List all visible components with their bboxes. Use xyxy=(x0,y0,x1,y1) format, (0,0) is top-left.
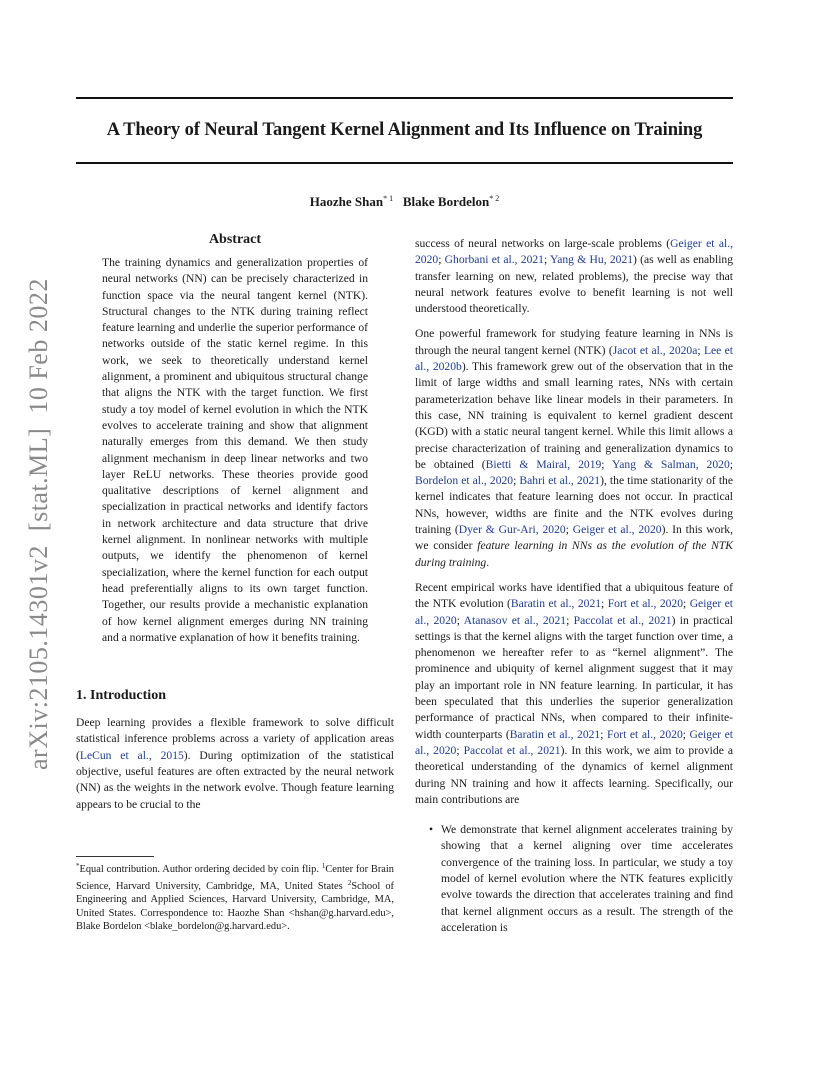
body-paragraph: Recent empirical works have identified that a ubiquitous feature of the NTK evolution (Baratin et al., 2021; Fort et al., 2020; Geiger et al., 2020; Atanasov et al., 2021; Paccolat et al., 2021) in practical settings is that the kernel aligns with the target function over time, a phenomenon we hereafter refer to as “kernel alignment”. The prominence and ubiquity of kernel alignment suggest that it may play an important role in NN feature learning. In particular, it has been speculated that this underlies the superior generalization performance of practical NNs, when compared to their infinite-width counterparts (Baratin et al., 2021; Fort et al., 2020; Geiger et al., 2020; Paccolat et al., 2021). In this work, we aim to provide a theoretical understanding of the dynamics of kernel alignment during NN training and how it affects learning. Specifically, our main contributions are xyxy=(415,580,734,806)
emphasis-text: feature learning in NNs as the evolution of the NTK during training xyxy=(415,539,733,569)
citation-link[interactable]: Jacot et al., 2020a xyxy=(612,343,698,357)
citation-link[interactable]: Bietti & Mairal, 2019 xyxy=(485,457,602,471)
citation-link[interactable]: Ghorbani et al., 2021 xyxy=(444,253,544,267)
footnote: *Equal contribution. Author ordering decided by coin flip. $^1$Center for Brain Science, Harvard University, Cambridge, MA, United States $^2$School of Engineering and Applied Sciences, Harvard University, Cambridge, MA, United States. Correspondence to: Haozhe Shan <hshan@g.harvard.edu>, Blake Bordelon <blake_bordelon@g.harvard.edu>. xyxy=(76,862,394,933)
arxiv-identifier-stamp xyxy=(24,270,54,770)
left-column xyxy=(76,230,394,813)
author-affiliation-marks: * 2 xyxy=(489,194,500,203)
abstract-body: The training dynamics and generalization properties of neural networks (NN) can be precisely characterized in function space via the neural tangent kernel (NTK). Structural changes to the NTK during training reflect feature learning and underlie the superior performance of networks outside of the static kernel regime. In this work, we seek to theoretically understand kernel alignment, a prominent and ubiquitous structural change that aligns the NTK with the target function. We first study a toy model of kernel evolution in which the NTK evolves to accelerate training and show that alignment naturally emerges from this demand. We then study alignment mechanism in deep linear networks and two layer ReLU networks. These theories provide good qualitative descriptions of kernel alignment and specialization in practical networks and identify factors in network architecture and data structure that drive kernel alignment. In nonlinear networks with multiple outputs, we identify the phenomenon of kernel specialization, where the kernel function for each output head preferentially aligns to its own target function. Together, our results provide a mechanistic explanation of how kernel alignment emerges during NN training and a normative explanation of how it benefits training. xyxy=(102,256,368,644)
arxiv-date: 10 Feb 2022 xyxy=(24,278,53,414)
citation-link[interactable]: Yang & Hu, 2021 xyxy=(550,253,634,267)
contributions-list xyxy=(415,822,733,936)
footnote-mark: 1 xyxy=(321,862,326,870)
title-rule-bottom xyxy=(76,162,733,164)
list-item xyxy=(415,822,733,936)
citation-link[interactable]: Baratin et al., 2021 xyxy=(510,597,602,611)
citation-link[interactable]: Bahri et al., 2021 xyxy=(519,474,601,488)
footnote-rule xyxy=(76,856,154,857)
arxiv-id: arXiv:2105.14301v2 xyxy=(24,545,53,770)
arxiv-category: [stat.ML] xyxy=(24,427,53,532)
footnote-mark: 2 xyxy=(347,878,352,887)
body-paragraph: success of neural networks on large-scale problems (Geiger et al., 2020; Ghorbani et al., 2021; Yang & Hu, 2021) (as well as enabling transfer learning on new, related problems), the precise way that neural network features evolve to benefit learning is not well understood theoretically. xyxy=(415,237,734,316)
citation-link[interactable]: Geiger et al., 2020 xyxy=(415,237,733,267)
citation-link[interactable]: Geiger et al., 2020 xyxy=(572,523,662,537)
right-column xyxy=(415,236,733,936)
citation-link[interactable]: Bordelon et al., 2020 xyxy=(415,474,514,488)
citation-link[interactable]: LeCun et al., 2015 xyxy=(79,748,184,762)
introduction-heading: 1. Introduction xyxy=(76,688,166,704)
citation-link[interactable]: Atanasov et al., 2021 xyxy=(463,613,567,627)
citation-link[interactable]: Fort et al., 2020 xyxy=(607,597,684,611)
citation-link[interactable]: Paccolat et al., 2021 xyxy=(573,613,672,627)
footnote-mark: * xyxy=(76,862,80,870)
citation-link[interactable]: Baratin et al., 2021 xyxy=(509,727,601,741)
introduction-paragraph: Deep learning provides a flexible framework to solve difficult statistical inference problems across a variety of application areas (LeCun et al., 2015). During optimization of the statistical objective, useful features are often extracted by the neural network (NN) as the weights in the network evolve. Though feature learning appears to be crucial to the xyxy=(76,716,395,811)
citation-link[interactable]: Yang & Salman, 2020 xyxy=(612,457,730,471)
citation-link[interactable]: Geiger et al., 2020 xyxy=(415,597,734,627)
author-name: Blake Bordelon xyxy=(402,194,490,209)
bullet-marker: • xyxy=(429,823,434,837)
citation-link[interactable]: Lee et al., 2020b xyxy=(415,343,734,374)
list-item-text: We demonstrate that kernel alignment accelerates training by showing that a kernel aligning over time accelerates convergence of the training loss. In particular, we study a toy model of kernel evolution where the NTK features explicitly evolve towards the direction that accelerates training and find that kernel alignment occurs as a result. The strength of the acceleration is xyxy=(441,823,733,934)
citation-link[interactable]: Paccolat et al., 2021 xyxy=(463,743,561,757)
citation-link[interactable]: Fort et al., 2020 xyxy=(607,727,683,741)
citation-link[interactable]: Dyer & Gur-Ari, 2020 xyxy=(458,523,566,537)
author-list xyxy=(76,190,733,211)
title-rule-top xyxy=(76,97,733,99)
paper-title: A Theory of Neural Tangent Kernel Alignment and Its Influence on Training xyxy=(106,120,703,140)
abstract-heading: Abstract xyxy=(208,232,262,247)
author-name: Haozhe Shan xyxy=(309,194,384,209)
citation-link[interactable]: Geiger et al., 2020 xyxy=(415,727,734,757)
body-paragraph: One powerful framework for studying feature learning in NNs is through the neural tangent kernel (NTK) (Jacot et al., 2020a; Lee et al., 2020b). This framework grew out of the observation that in the limit of large widths and small learning rates, NNs with certain parameterization behave like linear models in their parameters. In this case, NN training is equivalent to kernel gradient descent (KGD) with a static neural tangent kernel. While this limit allows a precise characterization of training and generalization dynamics to be obtained (Bietti & Mairal, 2019; Yang & Salman, 2020; Bordelon et al., 2020; Bahri et al., 2021), the time stationarity of the kernel indicates that feature learning does not occur. In practical NNs, however, widths are finite and the NTK evolves during training (Dyer & Gur-Ari, 2020; Geiger et al., 2020). In this work, we consider feature learning in NNs as the evolution of the NTK during training. xyxy=(415,327,734,569)
author-affiliation-marks: * 1 xyxy=(383,194,394,203)
